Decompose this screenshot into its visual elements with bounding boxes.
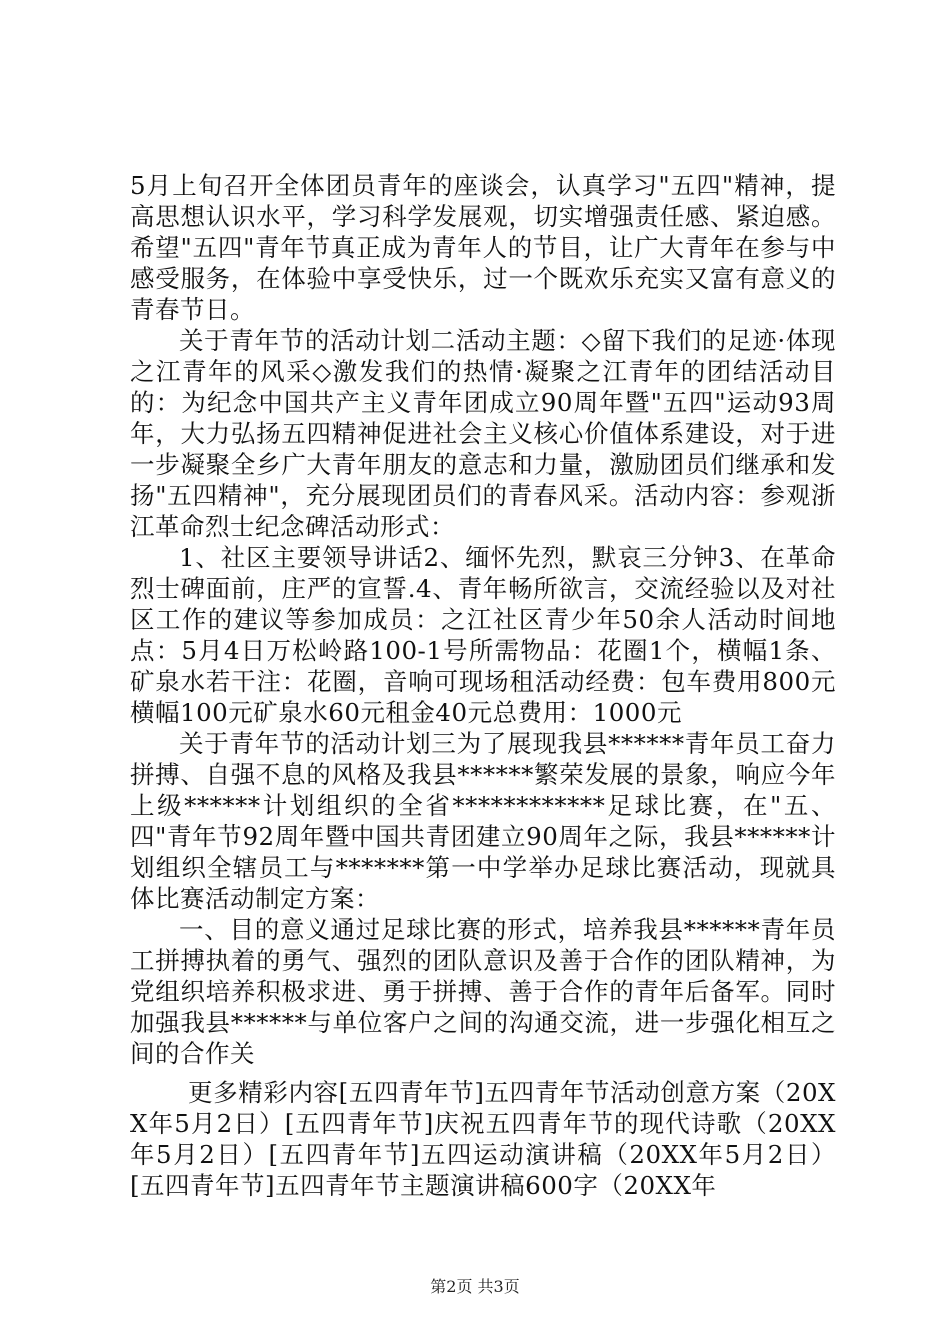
paragraph-5: 一、目的意义通过足球比赛的形式，培养我县******青年员工拼搏执着的勇气、强烈的团队意识及善于合作的团队精神，为党组织培养积极求进、勇于拼搏、善于合作的青年后备军。同时加强我县******与单位客户之间的沟通交流，进一步强化相互之间的合作关 (130, 915, 836, 1068)
page-footer: 第2页 共3页 (430, 1277, 520, 1296)
paragraph-more-content: 更多精彩内容[五四青年节]五四青年节活动创意方案（20XX年5月2日）[五四青年节]庆祝五四青年节的现代诗歌（20XX年5月2日）[五四青年节]五四运动演讲稿（20XX年5月2日）[五四青年节]五四青年节主题演讲稿600字（20XX年 (130, 1078, 836, 1200)
document-body (130, 170, 836, 1201)
paragraph-4: 关于青年节的活动计划三为了展现我县******青年员工奋力拼搏、自强不息的风格及我县******繁荣发展的景象，响应今年上级******计划组织的全省************足球比赛，在"五、四"青年节92周年暨中国共青团建立90周年之际，我县******计划组织全辖员工与*******第一中学举办足球比赛活动，现就具体比赛活动制定方案： (130, 729, 836, 913)
paragraph-1: 5月上旬召开全体团员青年的座谈会，认真学习"五四"精神，提高思想认识水平，学习科学发展观，切实增强责任感、紧迫感。希望"五四"青年节真正成为青年人的节目，让广大青年在参与中感受服务，在体验中享受快乐，过一个既欢乐充实又富有意义的青春节日。 (130, 171, 836, 324)
paragraph-2: 关于青年节的活动计划二活动主题：◇留下我们的足迹·体现之江青年的风采◇激发我们的热情·凝聚之江青年的团结活动目的：为纪念中国共产主义青年团成立90周年暨"五四"运动93周年，大力弘扬五四精神促进社会主义核心价值体系建设，对于进一步凝聚全乡广大青年朋友的意志和力量，激励团员们继承和发扬"五四精神"，充分展现团员们的青春风采。活动内容：参观浙江革命烈士纪念碑活动形式： (130, 326, 836, 541)
paragraph-3: 1、社区主要领导讲话2、缅怀先烈，默哀三分钟3、在革命烈士碑面前，庄严的宣誓.4、青年畅所欲言，交流经验以及对社区工作的建议等参加成员：之江社区青少年50余人活动时间地点：5月4日万松岭路100-1号所需物品：花圈1个，横幅1条、矿泉水若干注：花圈，音响可现场租活动经费：包车费用800元横幅100元矿泉水60元租金40元总费用：1000元 (130, 543, 836, 727)
